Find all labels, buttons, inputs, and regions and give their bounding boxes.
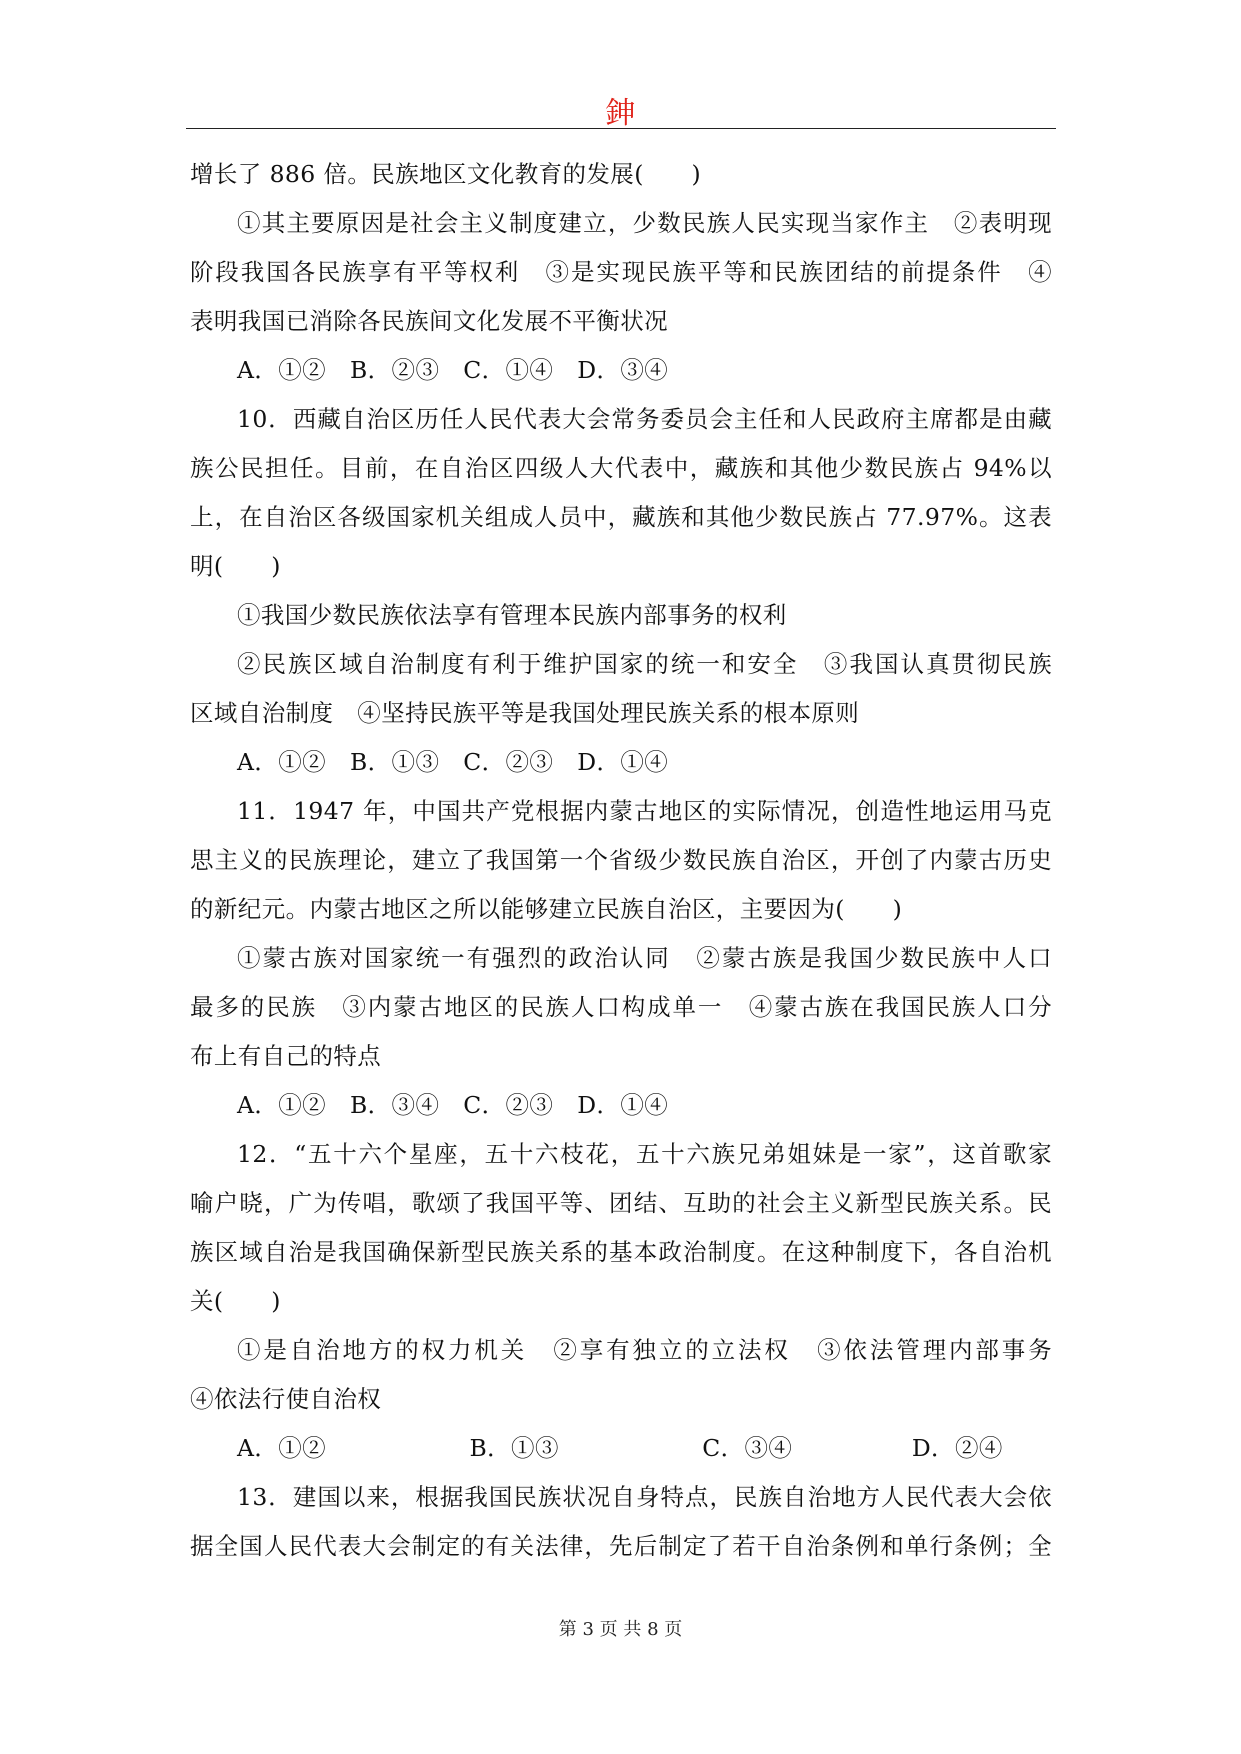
text-line: ①我国少数民族依法享有管理本民族内部事务的权利 <box>237 601 787 629</box>
text-line: 最多的民族 ③内蒙古地区的民族人口构成单一 ④蒙古族在我国民族人口分 <box>190 993 1052 1021</box>
question-12-start: 12．“五十六个星座，五十六枝花，五十六族兄弟姐妹是一家”，这首歌家 <box>237 1140 1052 1168</box>
answer-options: A．①② B．①③ C．③④ D．②④ <box>237 1434 1003 1462</box>
answer-options: A．①② B．②③ C．①④ D．③④ <box>237 356 669 384</box>
text-line: 明( ) <box>190 552 281 580</box>
answer-options: A．①② B．③④ C．②③ D．①④ <box>237 1091 669 1119</box>
question-11-start: 11．1947 年，中国共产党根据内蒙古地区的实际情况，创造性地运用马克 <box>237 797 1052 825</box>
text-line: 布上有自己的特点 <box>190 1042 382 1070</box>
text-line: 增长了 886 倍。民族地区文化教育的发展( ) <box>190 160 702 188</box>
text-line: ④依法行使自治权 <box>190 1385 382 1413</box>
text-line: 的新纪元。内蒙古地区之所以能够建立民族自治区，主要因为( ) <box>190 895 903 923</box>
question-13-start: 13．建国以来，根据我国民族状况自身特点，民族自治地方人民代表大会依 <box>237 1483 1052 1511</box>
page-body <box>190 150 1052 1571</box>
text-line: 表明我国已消除各民族间文化发展不平衡状况 <box>190 307 668 335</box>
text-line: 思主义的民族理论，建立了我国第一个省级少数民族自治区，开创了内蒙古历史 <box>190 846 1052 874</box>
text-line: 关( ) <box>190 1287 281 1315</box>
answer-options: A．①② B．①③ C．②③ D．①④ <box>237 748 669 776</box>
header-mark: 鉮 <box>605 96 636 131</box>
text-line: 上，在自治区各级国家机关组成人员中，藏族和其他少数民族占 77.97%。这表 <box>190 503 1052 531</box>
text-line: 阶段我国各民族享有平等权利 ③是实现民族平等和民族团结的前提条件 ④ <box>190 258 1052 286</box>
text-line: 族公民担任。目前，在自治区四级人大代表中，藏族和其他少数民族占 94%以 <box>190 454 1052 482</box>
text-line: ②民族区域自治制度有利于维护国家的统一和安全 ③我国认真贯彻民族 <box>237 650 1052 678</box>
text-line: 族区域自治是我国确保新型民族关系的基本政治制度。在这种制度下，各自治机 <box>190 1238 1052 1266</box>
header-rule <box>186 128 1056 129</box>
text-line: 喻户晓，广为传唱，歌颂了我国平等、团结、互助的社会主义新型民族关系。民 <box>190 1189 1052 1217</box>
text-line: 区域自治制度 ④坚持民族平等是我国处理民族关系的根本原则 <box>190 699 860 727</box>
question-10-start: 10．西藏自治区历任人民代表大会常务委员会主任和人民政府主席都是由藏 <box>237 405 1052 433</box>
page-number: 第 3 页 共 8 页 <box>558 1619 683 1640</box>
text-line: ①其主要原因是社会主义制度建立，少数民族人民实现当家作主 ②表明现 <box>237 209 1052 237</box>
text-line: ①蒙古族对国家统一有强烈的政治认同 ②蒙古族是我国少数民族中人口 <box>237 944 1052 972</box>
text-line: ①是自治地方的权力机关 ②享有独立的立法权 ③依法管理内部事务 <box>237 1336 1052 1364</box>
text-line: 据全国人民代表大会制定的有关法律，先后制定了若干自治条例和单行条例；全 <box>190 1532 1052 1560</box>
